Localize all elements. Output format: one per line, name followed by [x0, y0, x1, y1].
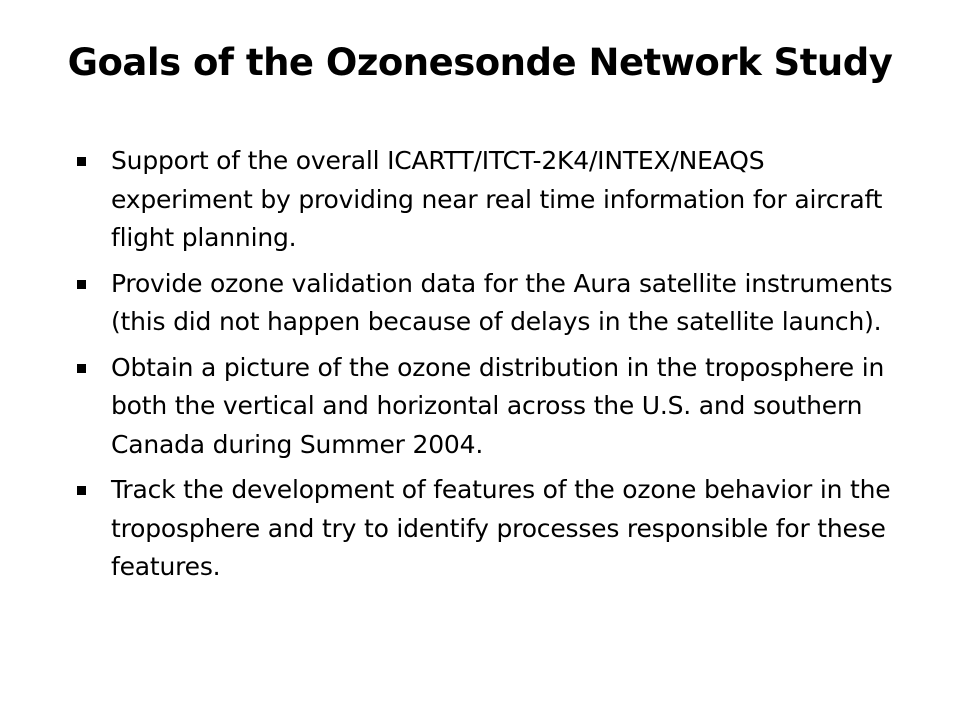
bullet-item-features [70, 471, 910, 587]
square-bullet-icon [77, 157, 86, 166]
bullet-text: Provide ozone validation data for the Aura satellite instruments (this did not happen because of delays in the satellite launch). [111, 268, 893, 336]
bullet-item-distribution [70, 349, 910, 465]
bullet-item-validation [70, 265, 910, 342]
bullet-text: Obtain a picture of the ozone distribution in the troposphere in both the vertical and horizontal across the U.S. and southern Canada during Summer 2004. [111, 352, 885, 459]
square-bullet-icon [77, 364, 86, 373]
bullet-text: Track the development of features of the ozone behavior in the troposphere and try to identify processes responsible for these features. [111, 475, 891, 581]
bullet-list [70, 142, 910, 594]
square-bullet-icon [77, 486, 86, 495]
square-bullet-icon [77, 280, 86, 289]
bullet-item-support [70, 142, 910, 258]
bullet-text: Support of the overall ICARTT/ITCT-2K4/INTEX/NEAQS experiment by providing near real time information for aircraft flight planning. [111, 146, 883, 252]
slide-title: Goals of the Ozonesonde Network Study [67, 41, 893, 84]
